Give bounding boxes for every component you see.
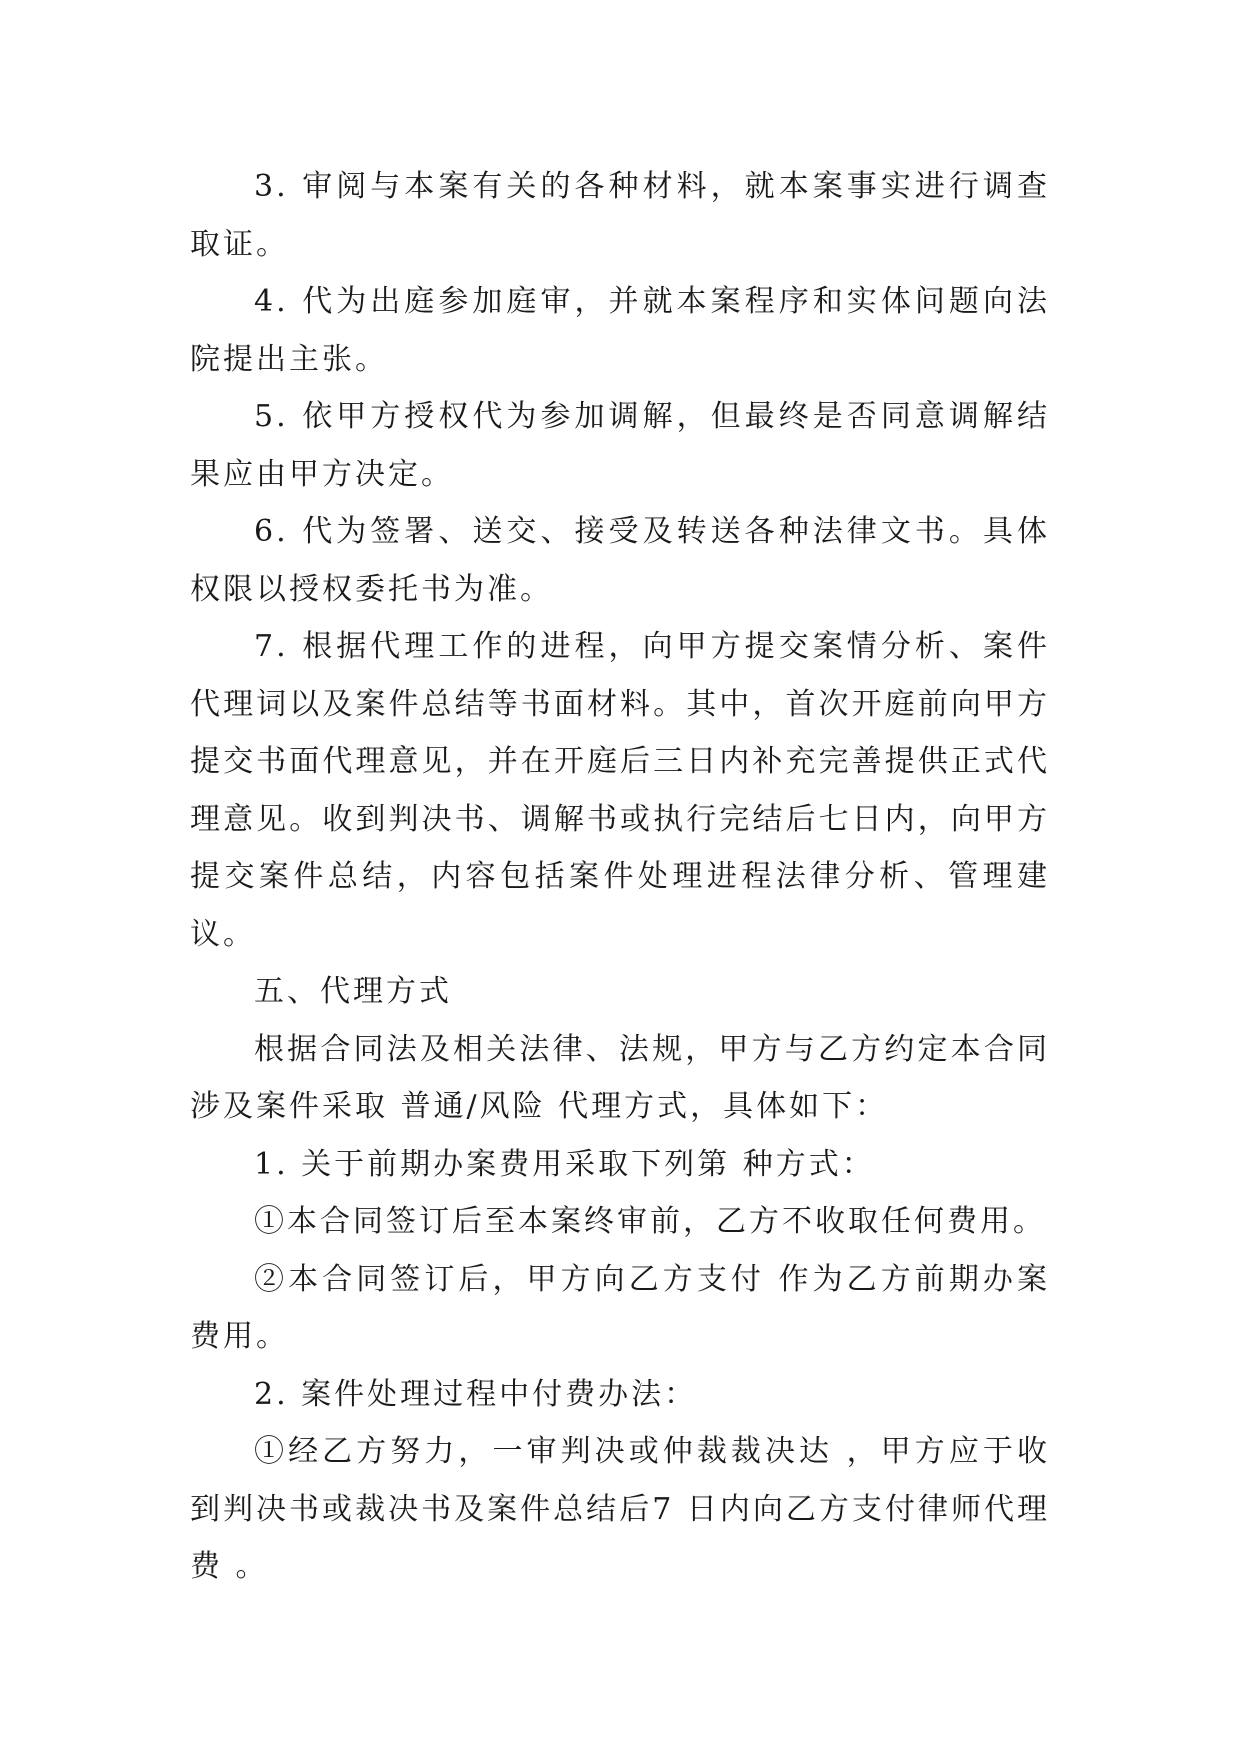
paragraph-item-6: 6. 代为签署、送交、接受及转送各种法律文书。具体权限以授权委托书为准。 [190, 514, 1050, 607]
document-body [190, 158, 1050, 1596]
paragraph-item-3: 3. 审阅与本案有关的各种材料，就本案事实进行调查取证。 [190, 169, 1050, 262]
paragraph-fee-item-2: 2. 案件处理过程中付费办法： [254, 1376, 698, 1412]
paragraph-fee-item-1: 1. 关于前期办案费用采取下列第 种方式： [254, 1146, 875, 1182]
paragraph-item-5: 5. 依甲方授权代为参加调解，但最终是否同意调解结果应由甲方决定。 [190, 399, 1050, 492]
paragraph-fee-option-2: ②本合同签订后，甲方向乙方支付 作为乙方前期办案费用。 [190, 1261, 1050, 1354]
paragraph-item-4: 4. 代为出庭参加庭审，并就本案程序和实体问题向法院提出主张。 [190, 284, 1050, 377]
paragraph-item-7: 7. 根据代理工作的进程，向甲方提交案情分析、案件代理词以及案件总结等书面材料。其中，首次开庭前向甲方提交书面代理意见，并在开庭后三日内补充完善提供正式代理意见。收到判决书、调解书或执行完结后七日内，向甲方提交案件总结，内容包括案件处理进程法律分析、管理建议。 [190, 629, 1050, 952]
paragraph-fee-option-1: ①本合同签订后至本案终审前，乙方不收取任何费用。 [254, 1204, 1046, 1239]
paragraph-payment-option-1: ①经乙方努力，一审判决或仲裁裁决达 ，甲方应于收到判决书或裁决书及案件总结后7 日内向乙方支付律师代理费 。 [190, 1434, 1050, 1584]
paragraph-agency-intro: 根据合同法及相关法律、法规，甲方与乙方约定本合同涉及案件采取 普通/风险 代理方式，具体如下： [190, 1031, 1050, 1124]
section-heading-agency-method: 五、代理方式 [254, 974, 452, 1009]
